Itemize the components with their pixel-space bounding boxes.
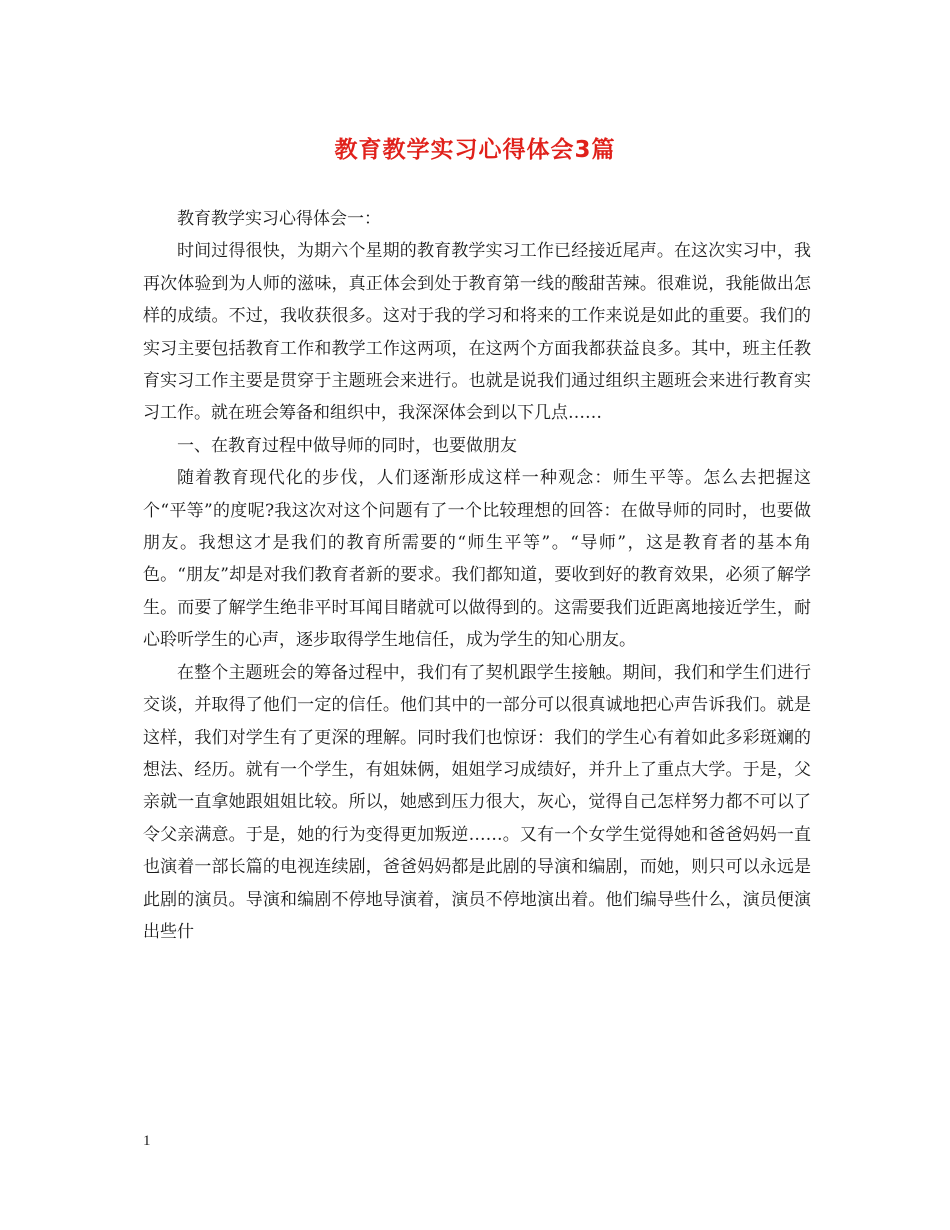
paragraph-class-meeting: 在整个主题班会的筹备过程中，我们有了契机跟学生接触。期间，我们和学生们进行交谈，并取得了他们一定的信任。他们其中的一部分可以很真诚地把心声告诉我们。就是这样，我们对学生有了更深的理解。同时我们也惊讶：我们的学生心有着如此多彩斑斓的想法、经历。就有一个学生，有姐妹俩，姐姐学习成绩好，并升上了重点大学。于是，父亲就一直拿她跟姐姐比较。所以，她感到压力很大，灰心，觉得自己怎样努力都不可以了令父亲满意。于是，她的行为变得更加叛逆……。又有一个女学生觉得她和爸爸妈妈一直也演着一部长篇的电视连续剧，爸爸妈妈都是此剧的导演和编剧，而她，则只可以永远是此剧的演员。导演和编剧不停地导演着，演员不停地演出着。他们编导些什么，演员便演出些什 [143, 662, 811, 942]
document-title: 教育教学实习心得体会3篇 [334, 137, 616, 163]
paragraph-teacher-friend: 随着教育现代化的步伐，人们逐渐形成这样一种观念：师生平等。怎么去把握这个“平等”的度呢?我这次对这个问题有了一个比较理想的回答：在做导师的同时，也要做朋友。我想这才是我们的教育所需要的“师生平等”。“导师”，这是教育者的基本角色。“朋友”却是对我们教育者新的要求。我们都知道，要收到好的教育效果，必须了解学生。而要了解学生绝非平时耳闻目睹就可以做得到的。这需要我们近距离地接近学生，耐心聆听学生的心声，逐步取得学生地信任，成为学生的知心朋友。 [143, 468, 811, 651]
section-heading-1: 教育教学实习心得体会一： [177, 209, 381, 229]
subheading-1: 一、在教育过程中做导师的同时，也要做朋友 [177, 435, 517, 456]
document-body [143, 203, 811, 948]
paragraph-intro: 时间过得很快，为期六个星期的教育教学实习工作已经接近尾声。在这次实习中，我再次体验到为人师的滋味，真正体会到处于教育第一线的酸甜苦辣。很难说，我能做出怎样的成绩。不过，我收获很多。这对于我的学习和将来的工作来说是如此的重要。我们的实习主要包括教育工作和教学工作这两项，在这两个方面我都获益良多。其中，班主任教育实习工作主要是贯穿于主题班会来进行。也就是说我们通过组织主题班会来进行教育实习工作。就在班会筹备和组织中，我深深体会到以下几点…… [143, 241, 811, 424]
page-number: 1 [143, 1133, 151, 1149]
